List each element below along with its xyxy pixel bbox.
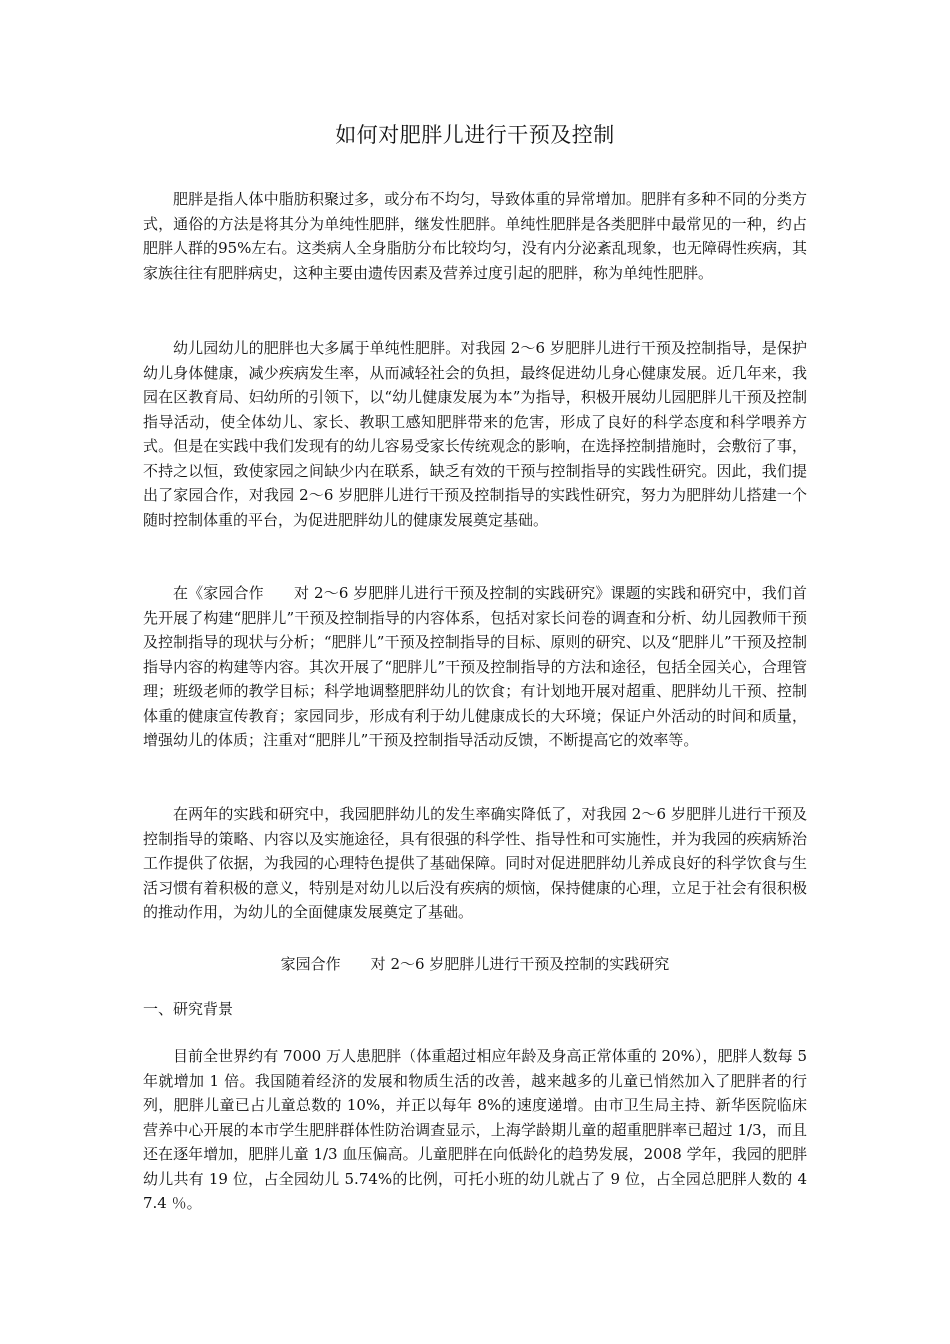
paragraph-research-content: 在《家园合作 对 2～6 岁肥胖儿进行干预及控制的实践研究》课题的实践和研究中，我们首先开展了构建“肥胖儿”干预及控制指导的内容体系，包括对家长问卷的调查和分析、幼儿园教师干预及控制指导的现状与分析；“肥胖儿”干预及控制指导的目标、原则的研究、以及“肥胖儿”干预及控制指导内容的构建等内容。其次开展了“肥胖儿”干预及控制指导的方法和途径，包括全园关心，合理管理；班级老师的教学目标；科学地调整肥胖幼儿的饮食；有计划地开展对超重、肥胖幼儿干预、控制体重的健康宣传教育；家园同步，形成有利于幼儿健康成长的大环境；保证户外活动的时间和质量，增强幼儿的体质；注重对“肥胖儿”干预及控制指导活动反馈，不断提高它的效率等。	[143, 584, 807, 749]
paragraph-background: 目前全世界约有 7000 万人患肥胖（体重超过相应年龄及身高正常体重的 20%），肥胖人数每 5 年就增加 1 倍。我国随着经济的发展和物质生活的改善，越来越多的儿童已悄然加入了肥胖者的行列，肥胖儿童已占儿童总数的 10%，并正以每年 8%的速度递增。由市卫生局主持、新华医院临床营养中心开展的本市学生肥胖群体性防治调查显示，上海学龄期儿童的超重肥胖率已超过 1/3，而且还在逐年增加，肥胖儿童 1/3 血压偏高。儿童肥胖在向低龄化的趋势发展，2008 学年，我园的肥胖幼儿共有 19 位，占全园幼儿 5.74%的比例，可托小班的幼儿就占了 9 位，占全园总肥胖人数的 47.4 ％。	[143, 1047, 807, 1212]
paragraph-kindergarten-obesity: 幼儿园幼儿的肥胖也大多属于单纯性肥胖。对我园 2～6 岁肥胖儿进行干预及控制指导，是保护幼儿身体健康，减少疾病发生率，从而减轻社会的负担，最终促进幼儿身心健康发展。近几年来，我园在区教育局、妇幼所的引领下，以“幼儿健康发展为本”为指导，积极开展幼儿园肥胖儿干预及控制指导活动，使全体幼儿、家长、教职工感知肥胖带来的危害，形成了良好的科学态度和科学喂养方式。但是在实践中我们发现有的幼儿容易受家长传统观念的影响，在选择控制措施时，会敷衍了事，不持之以恒，致使家园之间缺少内在联系，缺乏有效的干预与控制指导的实践性研究。因此，我们提出了家园合作，对我园 2～6 岁肥胖儿进行干预及控制指导的实践性研究，努力为肥胖幼儿搭建一个随时控制体重的平台，为促进肥胖幼儿的健康发展奠定基础。	[143, 339, 807, 529]
research-subtitle: 家园合作 对 2～6 岁肥胖儿进行干预及控制的实践研究	[280, 955, 670, 973]
section-heading-background: 一、研究背景	[143, 1000, 234, 1018]
paragraph-research-results: 在两年的实践和研究中，我园肥胖幼儿的发生率确实降低了，对我园 2～6 岁肥胖儿进行干预及控制指导的策略、内容以及实施途径，具有很强的科学性、指导性和可实施性，并为我园的疾病矫治工作提供了依据，为我园的心理特色提供了基础保障。同时对促进肥胖幼儿养成良好的科学饮食与生活习惯有着积极的意义，特别是对幼儿以后没有疾病的烦恼，保持健康的心理，立足于社会有很积极的推动作用，为幼儿的全面健康发展奠定了基础。	[143, 805, 807, 921]
paragraph-obesity-definition: 肥胖是指人体中脂肪积聚过多，或分布不均匀，导致体重的异常增加。肥胖有多种不同的分类方式，通俗的方法是将其分为单纯性肥胖，继发性肥胖。单纯性肥胖是各类肥胖中最常见的一种，约占肥胖人群的95%左右。这类病人全身脂肪分布比较均匀，没有内分泌紊乱现象，也无障碍性疾病，其家族往往有肥胖病史，这种主要由遗传因素及营养过度引起的肥胖，称为单纯性肥胖。	[143, 190, 807, 282]
document-title: 如何对肥胖儿进行干预及控制	[335, 123, 615, 147]
